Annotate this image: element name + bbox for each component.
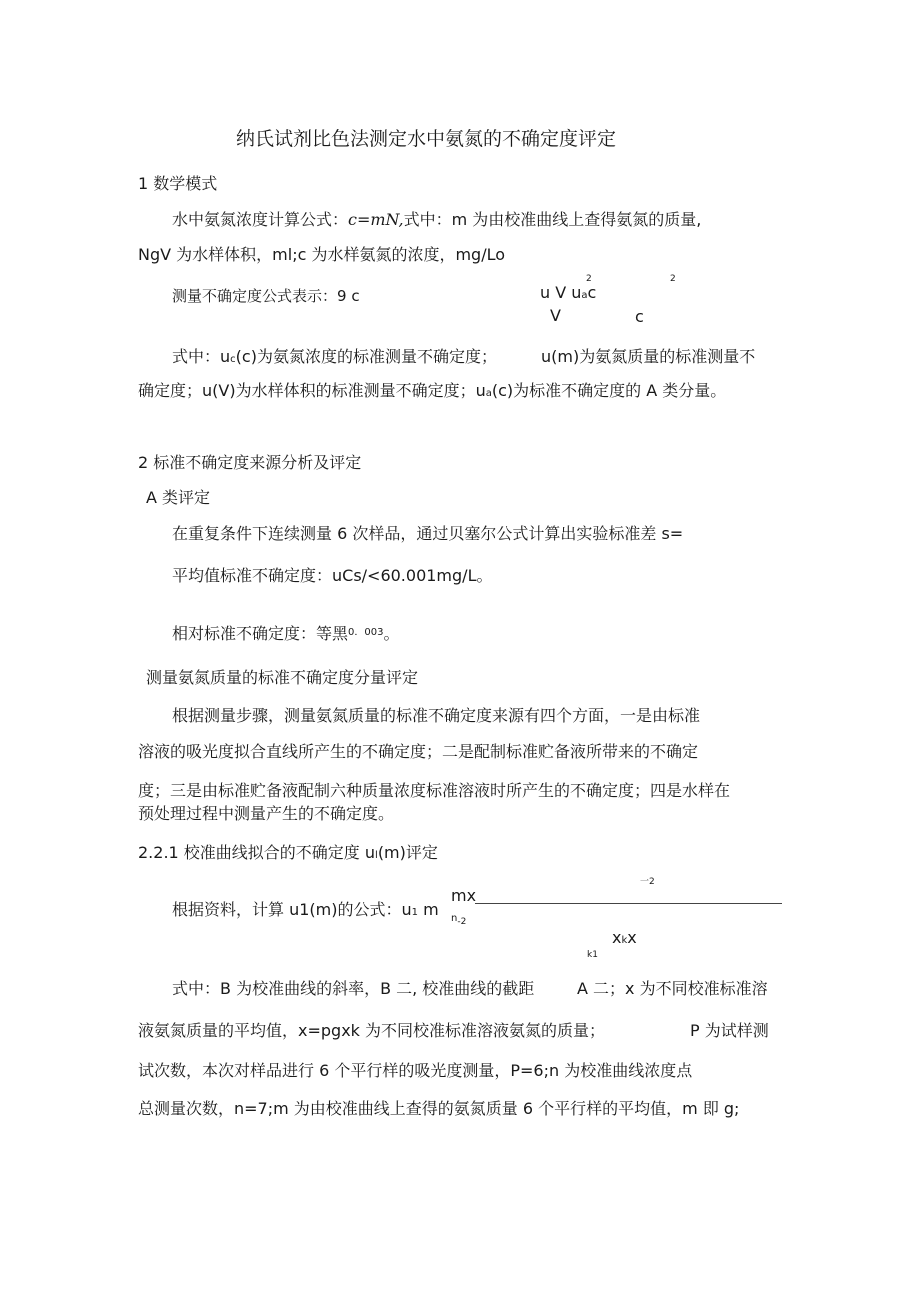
formula-n-sub: -2 [457,917,467,927]
section-1-heading: 1 数学模式 [138,174,218,193]
mass-paragraph-line-1: 根据测量步骤，测量氨氮质量的标准不确定度来源有四个方面，一是由标准 [172,706,701,725]
formula-n-minus-2 [451,913,466,927]
formula-desc-line-2 [138,381,726,401]
subsection-heading-sub: l [375,850,378,861]
formula-mx: mx [451,886,477,905]
formula-desc-line-1 [172,347,497,367]
subsection-heading-part-1: 2.2.1 校准曲线拟合的不确定度 u [138,843,376,862]
formula-n: n [451,913,458,924]
formula-denominator-c: c [635,307,644,326]
explain-line-2b: P 为试样测 [690,1021,769,1040]
formula-sup-1: 2 [586,274,592,284]
formula-k1: k1 [587,950,598,960]
relative-uncertainty-value: 0．003 [348,627,384,638]
formula-u: u V u [540,283,582,302]
formula-prefix: 水中氨氮浓度计算公式： [172,210,349,229]
calc-label-text: 根据资料，计算 u1(m)的公式：u [172,900,412,919]
calc-label-m: m [418,900,439,919]
formula-c: c [587,283,597,302]
type-a-heading: A 类评定 [146,488,211,507]
formula-sub-a: a [581,290,588,301]
mass-heading: 测量氨氮质量的标准不确定度分量评定 [146,668,419,687]
formula-inline: c=mN, [348,210,404,229]
page-title: 纳氏试剂比色法测定水中氨氮的不确定度评定 [236,128,617,150]
desc-1-part-1: 式中：u [172,347,231,366]
desc-1-sub-c: c [230,354,236,365]
type-a-line-1: 在重复条件下连续测量 6 次样品，通过贝塞尔公式计算出实验标准差 s= [172,524,684,543]
explain-line-2a: 液氨氮质量的平均值，x=pgxk 为不同校准标准溶液氨氮的质量； [138,1021,606,1040]
formula-sup-minus-2: 一2 [640,877,655,887]
subsection-heading-part-2: (m)评定 [377,843,438,862]
formula-suffix: 式中：m 为由校准曲线上查得氨氮的质量, [403,210,702,229]
formula-line [172,210,701,230]
subsection-2-2-1-heading [138,843,438,863]
uncertainty-formula-label: 测量不确定度公式表示：9 c [172,287,360,305]
formula-denominator-v: V [550,306,561,325]
type-a-line-3 [172,624,399,644]
section-2-heading: 2 标准不确定度来源分析及评定 [138,453,362,472]
formula-k: k [621,935,628,946]
formula-xkx [612,928,637,948]
explain-line-1a: 式中：B 为校准曲线的斜率，B 二, 校准曲线的截距 [172,979,535,998]
relative-uncertainty-end: 。 [383,624,400,643]
formula-x: x [612,928,622,947]
relative-uncertainty-label: 相对标准不确定度：等黑 [172,624,349,643]
explain-line-3: 试次数，本次对样品进行 6 个平行样的吸光度测量，P=6;n 为校准曲线浓度点 [138,1061,693,1080]
explain-line-4: 总测量次数，n=7;m 为由校准曲线上查得的氨氮质量 6 个平行样的平均值，m 即 g; [138,1099,740,1118]
mass-paragraph-line-4: 预处理过程中测量产生的不确定度。 [138,804,395,823]
explain-line-1b: A 二；x 为不同校准标准溶 [577,979,768,998]
formula-numerator [540,283,596,303]
calc-label-sub: 1 [411,907,418,918]
desc-1-part-2: (c)为氨氮浓度的标准测量不确定度； [235,347,497,366]
variables-line: NgV 为水样体积，ml;c 为水样氨氮的浓度，mg/Lo [138,245,506,264]
mass-paragraph-line-2: 溶液的吸光度拟合直线所产生的不确定度；二是配制标准贮备液所带来的不确定 [138,742,699,761]
desc-1-part-3: u(m)为氨氮质量的标准测量不 [541,347,756,366]
desc-2-part-2: (c)为标准不确定度的 A 类分量。 [491,381,727,400]
fraction-rule [475,903,782,904]
desc-2-part-1: 确定度；u(V)为水样体积的标准测量不确定度；u [138,381,486,400]
formula-sup-2: 2 [670,274,676,284]
formula-x-bar: x [627,928,637,947]
type-a-line-2: 平均值标准不确定度：uCs/<60.001mg/L。 [172,566,493,585]
calc-label [172,900,439,920]
mass-paragraph-line-3: 度；三是由标准贮备液配制六种质量浓度标准溶液时所产生的不确定度；四是水样在 [138,781,731,800]
desc-2-sub-a: a [485,388,492,399]
